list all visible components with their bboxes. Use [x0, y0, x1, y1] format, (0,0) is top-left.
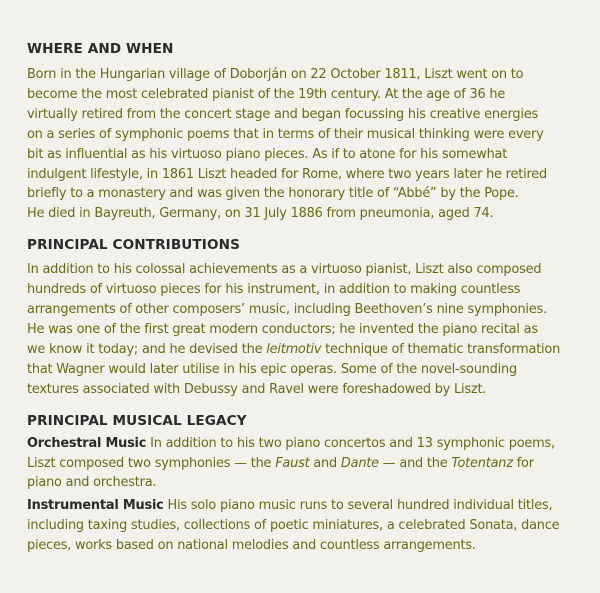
text-run: Liszt composed two symphonies — the: [27, 455, 276, 471]
text-line: In addition to his colossal achievements as a virtuoso pianist, Liszt also composed: [27, 262, 542, 278]
section-paragraph: [27, 260, 587, 399]
text-line: [27, 340, 587, 360]
text-line: on a series of symphonic poems that in terms of their musical thinking were every: [27, 126, 544, 142]
text-line: He died in Bayreuth, Germany, on 31 July 1886 from pneumonia, aged 74.: [27, 206, 494, 222]
italic-title: Totentanz: [451, 455, 513, 471]
text-line: that Wagner would later utilise in his epic operas. Some of the novel-sounding: [27, 361, 517, 377]
text-run: In addition to his two piano concertos and 13 symphonic poems,: [146, 435, 555, 451]
section-heading: PRINCIPAL MUSICAL LEGACY: [27, 412, 247, 429]
text-line: bit as influential as his virtuoso piano pieces. As if to atone for his somewhat: [27, 146, 508, 162]
text-line: hundreds of virtuoso pieces for his instrument, in addition to making countless: [27, 282, 521, 298]
text-run: technique of thematic transformation: [321, 341, 561, 357]
section-principal-contributions: [27, 236, 587, 399]
text-line: [27, 454, 587, 474]
text-line: including taxing studies, collections of poetic miniatures, a celebrated Sonata, dance: [27, 518, 560, 534]
instrumental-music-paragraph: [27, 496, 587, 556]
italic-title: Dante: [340, 455, 379, 471]
text-line: indulgent lifestyle, in 1861 Liszt headed for Rome, where two years later he retired: [27, 166, 547, 182]
text-line: Born in the Hungarian village of Doborján on 22 October 1811, Liszt went on to: [27, 67, 524, 82]
text-run: and: [309, 455, 341, 471]
text-run: for: [512, 455, 534, 471]
text-run: — and the: [378, 455, 452, 471]
italic-term: leitmotiv: [266, 341, 322, 357]
text-line: [27, 434, 587, 454]
section-principal-musical-legacy: [27, 412, 587, 556]
section-heading: WHERE AND WHEN: [27, 41, 174, 57]
italic-title: Faust: [275, 455, 310, 471]
subheading-label: Instrumental Music: [27, 498, 164, 514]
text-line: [27, 496, 587, 516]
text-line: arrangements of other composers’ music, including Beethoven’s nine symphonies.: [27, 302, 547, 318]
text-line: piano and orchestra.: [27, 475, 157, 491]
text-run: we know it today; and he devised the: [27, 341, 267, 357]
subheading-label: Orchestral Music: [27, 435, 147, 451]
section-paragraph: [27, 65, 587, 224]
text-line: He was one of the first great modern conductors; he invented the piano recital as: [27, 321, 538, 337]
text-line: textures associated with Debussy and Ravel were foreshadowed by Liszt.: [27, 381, 487, 397]
text-line: virtually retired from the concert stage and began focussing his creative energies: [27, 106, 539, 122]
document-page: [27, 40, 587, 556]
section-heading: PRINCIPAL CONTRIBUTIONS: [27, 237, 240, 254]
text-run: His solo piano music runs to several hundred individual titles,: [163, 498, 553, 514]
section-where-and-when: [27, 40, 587, 224]
orchestral-music-paragraph: [27, 434, 587, 494]
text-line: become the most celebrated pianist of the 19th century. At the age of 36 he: [27, 86, 506, 102]
text-line: briefly to a monastery and was given the honorary title of “Abbé” by the Pope.: [27, 186, 519, 202]
text-line: pieces, works based on national melodies and countless arrangements.: [27, 538, 476, 554]
